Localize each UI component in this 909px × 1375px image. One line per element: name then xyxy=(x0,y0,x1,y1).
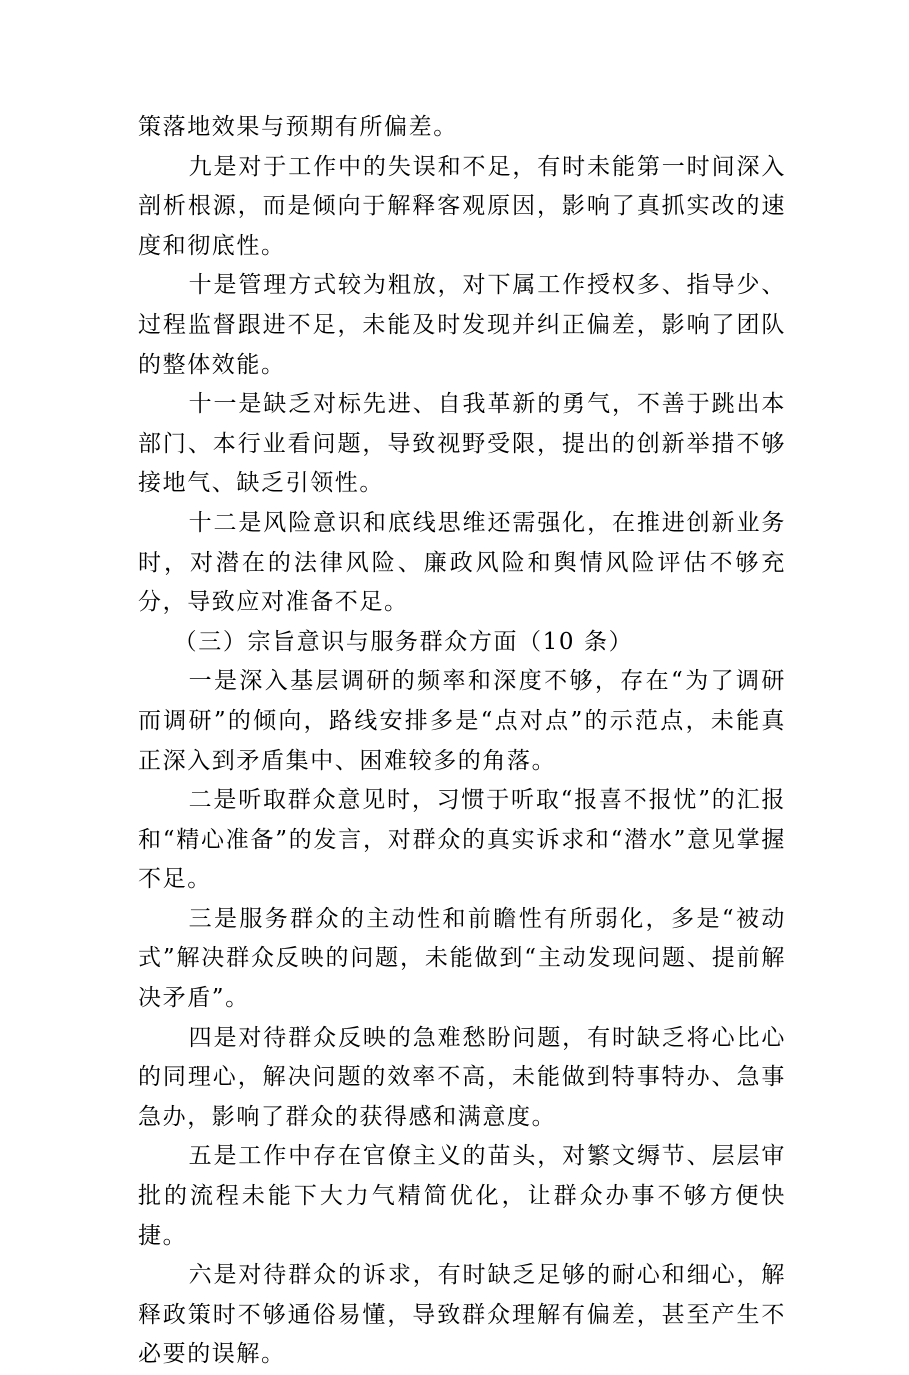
paragraph-item-10: 十是管理方式较为粗放，对下属工作授权多、指导少、过程监督跟进不足，未能及时发现并纠正偏差，影响了团队的整体效能。 xyxy=(138,272,786,378)
paragraph-item-11: 十一是缺乏对标先进、自我革新的勇气，不善于跳出本部门、本行业看问题，导致视野受限，提出的创新举措不够接地气、缺乏引领性。 xyxy=(138,391,786,497)
section-paragraph-4: 四是对待群众反映的急难愁盼问题，有时缺乏将心比心的同理心，解决问题的效率不高，未能做到特事特办、急事急办，影响了群众的获得感和满意度。 xyxy=(138,1024,786,1130)
section-paragraph-3: 三是服务群众的主动性和前瞻性有所弱化，多是“被动式”解决群众反映的问题，未能做到“主动发现问题、提前解决矛盾”。 xyxy=(138,905,786,1012)
paragraph-item-12: 十二是风险意识和底线思维还需强化，在推进创新业务时，对潜在的法律风险、廉政风险和舆情风险评估不够充分，导致应对准备不足。 xyxy=(138,509,786,616)
paragraph-item-9: 九是对于工作中的失误和不足，有时未能第一时间深入剖析根源，而是倾向于解释客观原因，影响了真抓实改的速度和彻底性。 xyxy=(138,153,786,259)
document-body xyxy=(138,108,786,1375)
section-heading: （三）宗旨意识与服务群众方面（10 条） xyxy=(173,628,634,655)
paragraph-continuation: 策落地效果与预期有所偏差。 xyxy=(138,114,458,140)
section-paragraph-2: 二是听取群众意见时，习惯于听取“报喜不报忧”的汇报和“精心准备”的发言，对群众的真实诉求和“潜水”意见掌握不足。 xyxy=(138,787,786,893)
section-paragraph-1: 一是深入基层调研的频率和深度不够，存在“为了调研而调研”的倾向，路线安排多是“点对点”的示范点，未能真正深入到矛盾集中、困难较多的角落。 xyxy=(138,668,786,774)
section-paragraph-5: 五是工作中存在官僚主义的苗头，对繁文缛节、层层审批的流程未能下大力气精简优化，让群众办事不够方便快捷。 xyxy=(138,1143,786,1249)
section-paragraph-6: 六是对待群众的诉求，有时缺乏足够的耐心和细心，解释政策时不够通俗易懂，导致群众理解有偏差，甚至产生不必要的误解。 xyxy=(138,1262,786,1368)
